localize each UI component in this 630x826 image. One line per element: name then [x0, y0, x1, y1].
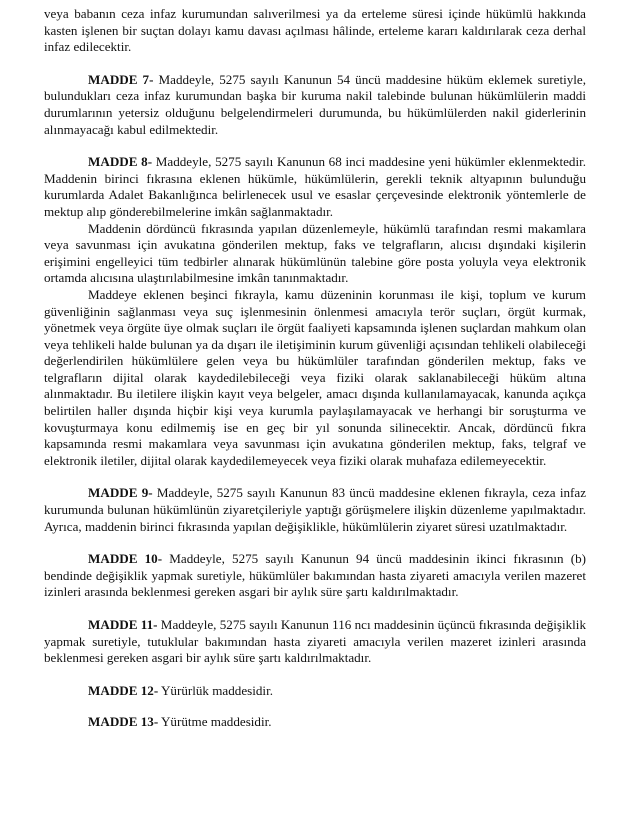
article-9 — [44, 485, 586, 535]
article-11-heading: MADDE 11- — [88, 617, 158, 632]
spacer — [44, 469, 586, 485]
article-12 — [44, 683, 586, 700]
spacer — [44, 601, 586, 617]
article-11 — [44, 617, 586, 667]
article-11-text: Maddeyle, 5275 sayılı Kanunun 116 ncı maddesinin üçüncü fıkrasında değişiklik yapmak suretiyle, tutuklular bakımından hasta ziyareti amacıyla verilen mazeret izinleri arasında beklenmesi gereken asgari bir aylık süre şartı kaldırılmaktadır. — [44, 617, 586, 666]
article-8-paragraph-2: Maddenin dördüncü fıkrasında yapılan düzenlemeyle, hükümlü tarafından resmi makamlara veya savunması için avukatına gönderilen mektup, faks ve telgrafların, alıcısı dışındaki kişilerin erişimini engelleyici tüm tedbirler alınarak hükümlünün talebine göre posta yoluyla veya elektronik ortamda alıcısına ulaştırılabilmesine imkân tanınmaktadır. — [44, 220, 586, 286]
article-13 — [44, 714, 586, 731]
spacer — [44, 699, 586, 714]
article-8-text: Maddeyle, 5275 sayılı Kanunun 68 inci maddesine yeni hükümler eklenmektedir. Maddenin birinci fıkrasına eklenen hükümle, hükümlülerin, gerekli teknik altyapının bulunduğu kurumlarda Adalet Bakanlığınca belirlenecek usul ve esaslar çerçevesinde elektronik yöntemlerle de mektup alıp gönderebilmelerine imkân sağlanmaktadır. — [44, 154, 587, 219]
spacer — [44, 535, 586, 551]
article-8-heading: MADDE 8- — [88, 154, 153, 170]
article-8-paragraph-3: Maddeye eklenen beşinci fıkrayla, kamu düzeninin korunması ile kişi, toplum ve kurum güvenliğinin sağlanması veya suç işlenmesinin önlenmesi amacıyla terör suçları, örgüt kurmak, yönetmek veya örgüte üye olmak suçları ile örgüt faaliyeti kapsamında işlenen suçlardan mahkum olan veya tehlikeli halde bulunan ya da dışarı ile iletişiminin kurum güvenliği açısından tehlikeli olabileceği değerlendirilen hükümlülere gelen veya bu hükümlüler tarafından gönderilen mektup, faks ve telgrafların dijital olarak kaydedilebileceği veya fiziki olarak saklanabileceği hüküm altına alınmaktadır. Bu iletilere ilişkin kayıt veya belgeler, amacı dışında kullanılamayacak, kanunda açıkça belirtilen haller dışında hiçbir kişi veya kurumla paylaşılamayacak ve herhangi bir soruşturma ve kovuşturmaya konu edilmemiş ise en geç bir yıl sonunda silinecektir. Ancak, dördüncü fıkra kapsamında resmi makamlara veya savunması için avukatına gönderilen mektup, faks, telgraf ve elektronik iletiler, dijital olarak kaydedilemeyecek veya fiziki olarak muhafaza edilemeyecektir. — [44, 286, 586, 468]
article-12-text: Yürürlük maddesidir. — [158, 682, 273, 698]
article-13-heading: MADDE 13- — [88, 714, 159, 730]
intro-paragraph: veya babanın ceza infaz kurumundan salıverilmesi ya da erteleme süresi içinde hükümlü hakkında kasten işlenen bir suçtan dolayı kamu davası açılması hâlinde, erteleme kararı kaldırılarak ceza derhal infaz edilecektir. — [44, 6, 586, 55]
article-10-text: Maddeyle, 5275 sayılı Kanunun 94 üncü maddesinin ikinci fıkrasının (b) bendinde değişiklik yapmak suretiyle, hükümlüler bakımından hasta ziyareti amacıyla verilen mazeret izinleri arasında beklenmesi gereken asgari bir aylık süre şartı kaldırılmaktadır. — [44, 551, 587, 600]
article-12-heading: MADDE 12- — [88, 682, 159, 698]
article-9-text: Maddeyle, 5275 sayılı Kanunun 83 üncü maddesine eklenen fıkrayla, ceza infaz kurumunda bulunan hükümlünün ziyaretçileriyle yaptığı görüşmelere ilişkin düzenleme yapılmaktadır. Ayrıca, maddenin birinci fıkrasında yapılan değişiklikle, hükümlülerin ziyaret süresi uzatılmaktadır. — [44, 485, 586, 534]
article-10-heading: MADDE 10- — [88, 551, 163, 567]
article-7-text: Maddeyle, 5275 sayılı Kanunun 54 üncü maddesine hüküm eklemek suretiyle, bulundukları ceza infaz kurumundan başka bir kuruma nakil talebinde bulunan hükümlülerin maddi durumlarının yetersiz olduğunu belgelendirmeleri durumunda, bu hükümlülerden nakil giderlerinin alınmayacağı kabul edilmektedir. — [44, 71, 587, 137]
article-13-text: Yürütme maddesidir. — [158, 714, 272, 730]
spacer — [44, 56, 586, 72]
spacer — [44, 667, 586, 683]
spacer — [44, 138, 586, 154]
article-8 — [44, 154, 586, 220]
article-7-heading: MADDE 7- — [88, 71, 154, 87]
article-10 — [44, 551, 586, 601]
article-9-heading: MADDE 9- — [88, 485, 153, 501]
article-7 — [44, 72, 586, 138]
